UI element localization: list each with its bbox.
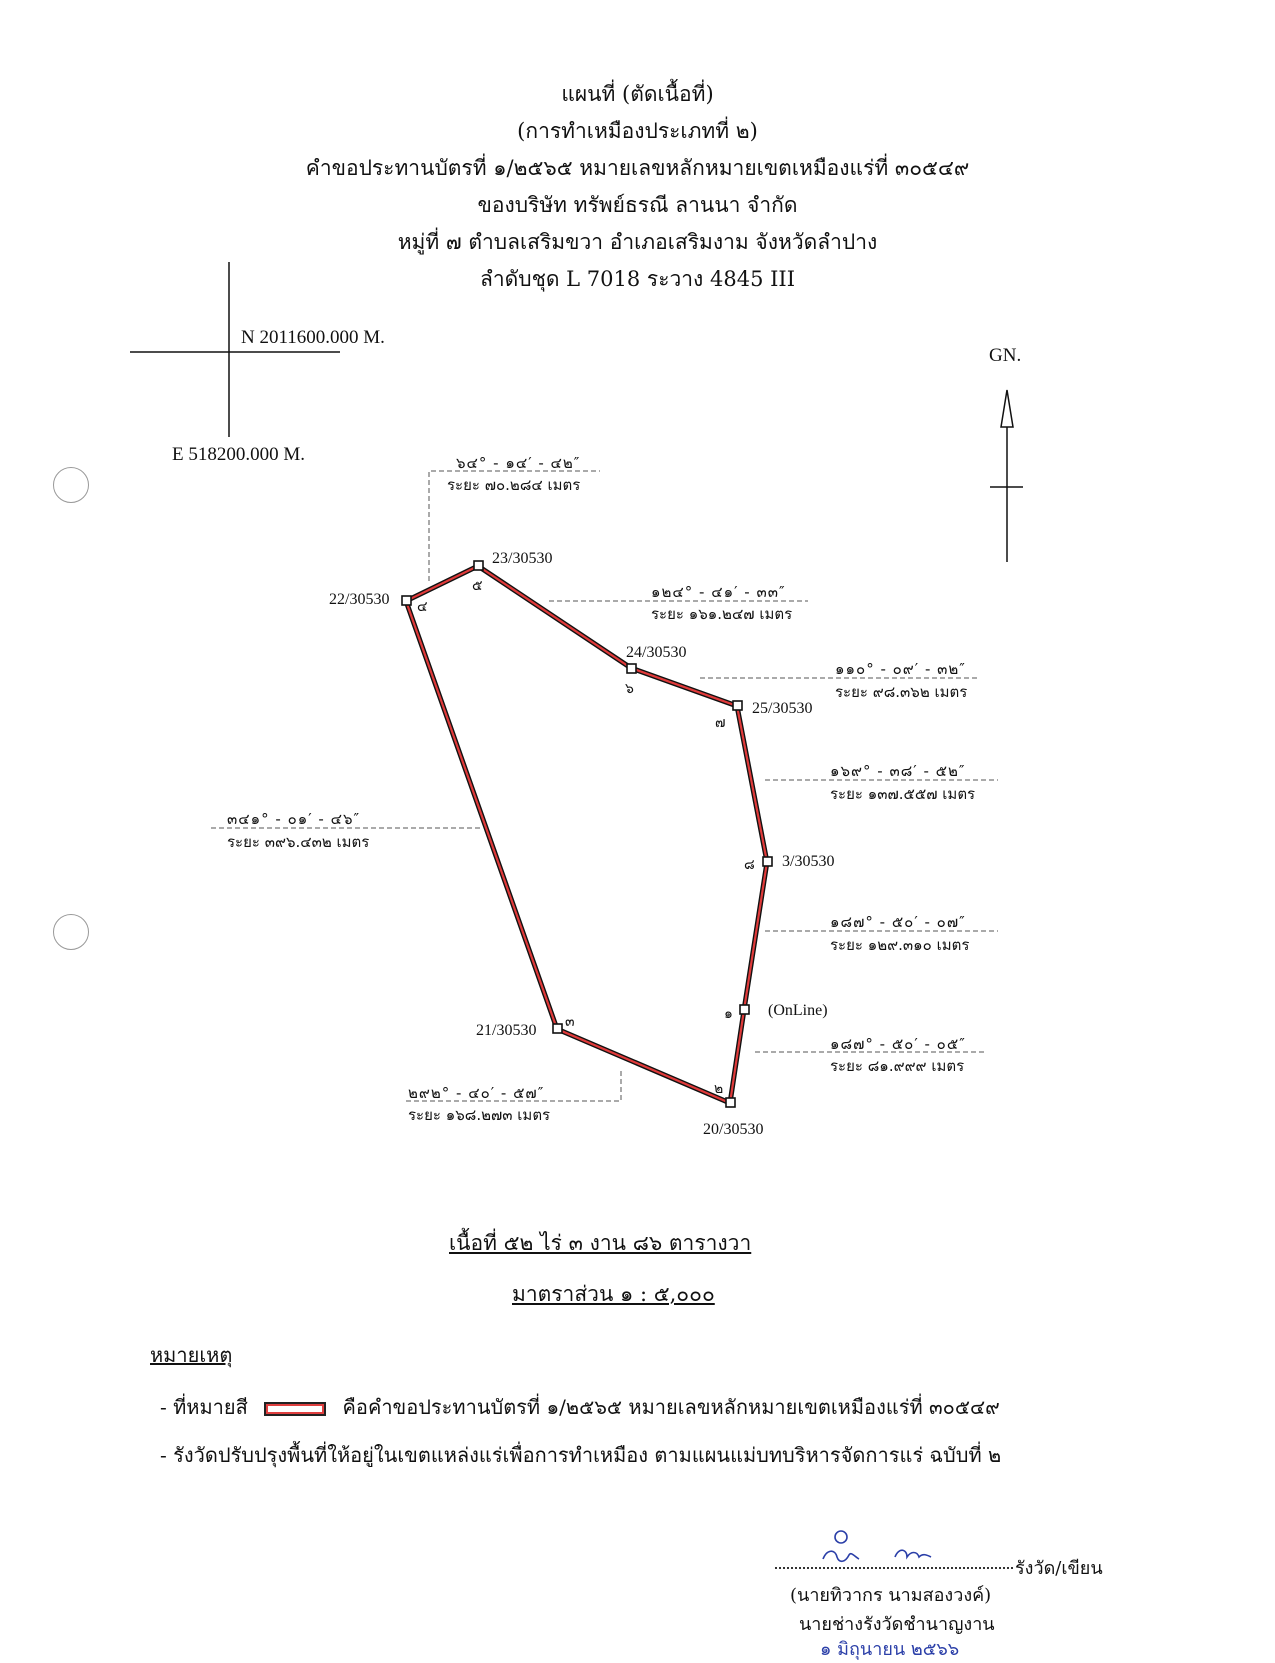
- signature-position: นายช่างรังวัดชำนาญงาน: [799, 1614, 995, 1635]
- bearing-label: ๖๔° - ๑๔′ - ๔๒″: [456, 454, 581, 472]
- header-title: แผนที่ (ตัดเนื้อที่): [561, 82, 714, 106]
- bearing-label: ๑๖๙° - ๓๘′ - ๕๒″: [830, 762, 966, 780]
- legend-boundary-swatch: [264, 1402, 326, 1416]
- vertex-number: ๗: [715, 715, 726, 731]
- vertex-marker-8: [763, 857, 772, 866]
- handwritten-signature: [815, 1527, 975, 1577]
- vertex-id: 21/30530: [476, 1022, 537, 1039]
- distance-label: ระยะ ๘๑.๙๙๙ เมตร: [830, 1057, 965, 1075]
- distance-label: ระยะ ๑๒๙.๓๑๐ เมตร: [830, 936, 970, 954]
- vertex-markers: [402, 561, 772, 1107]
- vertex-id: 22/30530: [329, 591, 390, 608]
- area-text: เนื้อที่ ๕๒ ไร่ ๓ งาน ๘๖ ตารางวา: [449, 1231, 752, 1255]
- signature-role: รังวัด/เขียน: [1015, 1558, 1103, 1579]
- vertex-id: 3/30530: [782, 853, 835, 870]
- vertex-marker-1: [740, 1005, 749, 1014]
- notes-section: [150, 1339, 1001, 1471]
- vertex-marker-4: [402, 596, 411, 605]
- bearing-label: ๓๔๑° - ๐๑′ - ๔๖″: [227, 810, 361, 828]
- vertex-marker-7: [733, 701, 742, 710]
- vertex-number: ๕: [472, 578, 483, 594]
- vertex-number: ๒: [714, 1081, 724, 1097]
- distance-label: ระยะ ๗๐.๒๘๔ เมตร: [447, 476, 581, 494]
- header-company: ของบริษัท ทรัพย์ธรณี ลานนา จำกัด: [477, 193, 798, 217]
- header-location: หมู่ที่ ๗ ตำบลเสริมขวา อำเภอเสริมงาม จังหวัดลำปาง: [397, 230, 878, 254]
- distance-label: ระยะ ๓๙๖.๔๓๒ เมตร: [227, 833, 370, 851]
- vertex-marker-3: [553, 1024, 562, 1033]
- vertex-number: ๑: [724, 1006, 733, 1022]
- bearing-label: ๑๑๐° - ๐๙′ - ๓๒″: [835, 660, 966, 678]
- header-subtitle: (การทำเหมืองประเภทที่ ๒): [517, 119, 758, 143]
- vertex-marker-6: [627, 664, 636, 673]
- notes-title: หมายเหตุ: [150, 1343, 233, 1367]
- bearing-label: ๑๘๗° - ๕๐′ - ๐๕″: [830, 1035, 966, 1053]
- note-legend-prefix: - ที่หมายสี: [160, 1395, 248, 1419]
- bearing-label: ๒๙๒° - ๔๐′ - ๕๗″: [408, 1084, 545, 1102]
- signature-date: ๑ มิถุนายน ๒๕๖๖: [820, 1639, 960, 1660]
- header-map-sheet: ลำดับชุด L 7018 ระวาง 4845 III: [479, 267, 795, 291]
- vertex-marker-5: [474, 561, 483, 570]
- note-legend-text: คือคำขอประทานบัตรที่ ๑/๒๕๖๕ หมายเลขหลักหมายเขตเหมืองแร่ที่ ๓๐๕๔๙: [342, 1395, 1000, 1419]
- vertex-number: ๓: [565, 1014, 575, 1030]
- vertex-number: ๔: [417, 599, 428, 615]
- vertex-id: 20/30530: [703, 1121, 764, 1138]
- vertex-id: 23/30530: [492, 550, 553, 567]
- scale-text: มาตราส่วน ๑ : ๕,๐๐๐: [512, 1282, 715, 1306]
- grid-east-label: E 518200.000 M.: [172, 444, 305, 465]
- north-arrow-icon: [990, 390, 1023, 562]
- bearing-label: ๑๒๔° - ๔๑′ - ๓๓″: [651, 583, 786, 601]
- vertex-id: 25/30530: [752, 700, 813, 717]
- vertex-number: ๘: [744, 857, 755, 873]
- distance-label: ระยะ ๑๖๘.๒๗๓ เมตร: [408, 1106, 551, 1124]
- vertex-id: 24/30530: [626, 644, 687, 661]
- distance-label: ระยะ ๑๓๗.๕๕๗ เมตร: [830, 785, 976, 803]
- distance-label: ระยะ ๑๖๑.๒๔๗ เมตร: [651, 605, 793, 623]
- north-arrow-label: GN.: [989, 345, 1022, 366]
- grid-north-label: N 2011600.000 M.: [241, 327, 385, 348]
- signature-name: (นายทิวากร นามสองวงค์): [790, 1585, 992, 1606]
- vertex-marker-2: [726, 1098, 735, 1107]
- grid-crosshair: [130, 262, 340, 437]
- note-item-survey: - รังวัดปรับปรุงพื้นที่ให้อยู่ในเขตแหล่งแร่เพื่อการทำเหมือง ตามแผนแม่บทบริหารจัดการแร่ ฉบับที่ ๒: [160, 1443, 1002, 1467]
- vertex-id: (OnLine): [768, 1002, 828, 1019]
- header-application: คำขอประทานบัตรที่ ๑/๒๕๖๕ หมายเลขหลักหมายเขตเหมืองแร่ที่ ๓๐๕๔๙: [305, 156, 970, 180]
- bearing-label: ๑๘๗° - ๕๐′ - ๐๗″: [830, 913, 966, 931]
- signature-line: [775, 1567, 1013, 1569]
- note-item-legend: [160, 1391, 1001, 1423]
- distance-label: ระยะ ๙๘.๓๖๒ เมตร: [835, 683, 968, 701]
- vertex-number: ๖: [625, 681, 634, 697]
- boundary-polygon: [406, 566, 767, 1103]
